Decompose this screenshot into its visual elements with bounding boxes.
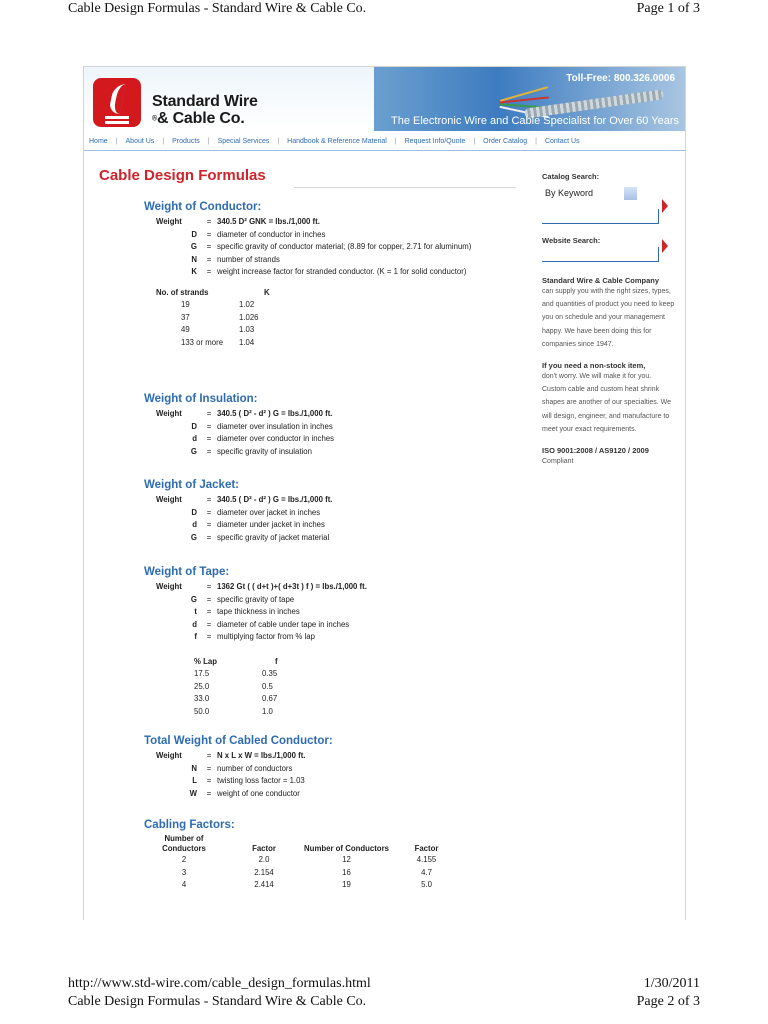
- company-name-line2: & Cable Co.: [156, 110, 245, 127]
- variable-row: t = tape thickness in inches: [194, 607, 300, 616]
- nonstock-heading: If you need a non-stock item,: [542, 361, 646, 371]
- main-navigation: Home | About Us | Products | Special Services | Handbook & Reference Material | Request Info/Quote | Order Catalog | Contact Us: [84, 133, 685, 151]
- website-search-input[interactable]: [542, 247, 659, 262]
- catalog-search-go-icon[interactable]: [662, 199, 668, 213]
- section-cabling-factors: [144, 819, 519, 892]
- variable-row: D = diameter over insulation in inches: [191, 421, 333, 431]
- section-conductor: [144, 201, 519, 349]
- variable-row: d = diameter under jacket in inches: [192, 520, 325, 529]
- banner-tagline: The Electronic Wire and Cable Specialist for Over 60 Years: [391, 115, 679, 127]
- section-heading: Weight of Insulation:: [144, 393, 258, 405]
- nav-order-catalog[interactable]: Order Catalog: [483, 138, 528, 145]
- variable-row: N = number of strands: [191, 254, 280, 264]
- company-heading: Standard Wire & Cable Company: [542, 276, 660, 285]
- banner-photo: [374, 67, 685, 131]
- iso-text: Compliant: [542, 458, 574, 466]
- table-row: 33.0 0.67: [194, 694, 278, 703]
- nav-about-us[interactable]: About Us: [125, 138, 155, 145]
- table-row: 19 1.02: [181, 300, 255, 309]
- company-name: [152, 93, 258, 127]
- cabling-factors-table: Number of Conductors Factor Number of Conductors Factor 2 2.0 12 4.155 3 2.154 16 4.7 4 2.414 19 5.0: [144, 834, 519, 892]
- print-next-header: [68, 994, 700, 1010]
- nav-contact-us[interactable]: Contact Us: [544, 138, 580, 145]
- table-row: 25.0 0.5: [194, 681, 273, 691]
- print-footer-date: 1/30/2011: [643, 976, 700, 991]
- sidebar: [542, 172, 677, 468]
- variable-row: f = multiplying factor from % lap: [194, 632, 315, 641]
- variable-row: L = twisting loss factor = 1.03: [192, 776, 305, 785]
- variable-row: G = specific gravity of jacket material: [190, 532, 330, 542]
- formula-row: Weight = 340.5 ( D² - d² ) G = lbs./1,000 ft.: [156, 409, 333, 418]
- nonstock-blurb: don't worry. We will make it for you. Custom cable and custom heat shrink shapes are another of our specialties. We will design, engineer, and manufacture to meet your exact requirements.: [542, 373, 672, 433]
- table-row: 133 or more 1.04: [181, 337, 255, 347]
- catalog-search-select[interactable]: [542, 185, 630, 200]
- section-heading: Cabling Factors:: [144, 819, 235, 831]
- website-search-go-icon[interactable]: [662, 239, 668, 253]
- variable-row: K = weight increase factor for stranded conductor. (K = 1 for solid conductor): [191, 267, 467, 276]
- section-jacket: [144, 479, 519, 544]
- formula-row: Weight = N x L x W = lbs./1,000 ft.: [156, 751, 306, 760]
- section-tape: [144, 566, 519, 718]
- lap-table: % Lap f 17.5 0.35 25.0 0.5 33.0 0.67 50.0 1.0: [194, 656, 519, 719]
- variable-row: N = number of conductors: [191, 763, 293, 773]
- print-footer-title: Cable Design Formulas - Standard Wire & Cable Co.: [68, 994, 367, 1009]
- table-row: 37 1.026: [181, 312, 259, 322]
- print-footer-page: Page 2 of 3: [636, 994, 700, 1009]
- variable-row: d = diameter of cable under tape in inches: [192, 619, 350, 629]
- print-header-page: Page 1 of 3: [636, 1, 700, 16]
- variable-row: G = specific gravity of conductor material; (8.89 for copper, 2.71 for aluminum): [190, 242, 472, 251]
- web-page-frame: [83, 66, 686, 920]
- toll-free-number: Toll-Free: 800.326.0006: [566, 73, 675, 84]
- formula-row: Weight = 340.5 D² GNK = lbs./1,000 ft.: [156, 217, 320, 226]
- section-cabled-conductor: [144, 735, 519, 800]
- website-search-label: Website Search:: [542, 236, 601, 245]
- variable-row: D = diameter of conductor in inches: [191, 229, 326, 239]
- table-row: 3 2.154 16 4.7: [181, 867, 432, 877]
- nav-special-services[interactable]: Special Services: [217, 138, 270, 145]
- variable-row: D = diameter over jacket in inches: [191, 507, 321, 517]
- catalog-search-selected: By Keyword: [545, 188, 594, 198]
- dropdown-icon[interactable]: [624, 187, 637, 200]
- page-title: Cable Design Formulas: [99, 167, 266, 184]
- nav-handbook[interactable]: Handbook & Reference Material: [287, 138, 387, 145]
- table-row: 49 1.03: [181, 325, 255, 334]
- section-heading: Weight of Jacket:: [144, 479, 239, 491]
- table-row: 2 2.0 12 4.155: [181, 855, 437, 864]
- company-logo-icon: [93, 78, 141, 127]
- catalog-search-label: Catalog Search:: [542, 172, 600, 181]
- section-heading: Weight of Tape:: [144, 566, 230, 578]
- formula-row: Weight = 340.5 ( D² - d² ) G = lbs./1,000 ft.: [156, 495, 333, 504]
- catalog-search-input[interactable]: [542, 209, 659, 224]
- company-blurb: can supply you with the right sizes, types, and quantities of product you need to keep you on schedule and your management happy. We have been doing this for companies since 1947.: [542, 288, 675, 348]
- table-row: 4 2.414 19 5.0: [181, 880, 432, 889]
- strands-table: No. of strands K 19 1.02 37 1.026 49 1.03 133 or more 1.04: [144, 287, 519, 350]
- table-row: 17.5 0.35: [194, 669, 278, 678]
- registered-mark: ®: [152, 115, 157, 123]
- variable-row: G = specific gravity of insulation: [190, 446, 312, 456]
- logo-area[interactable]: [84, 67, 374, 131]
- variable-row: d = diameter over conductor in inches: [192, 434, 335, 443]
- print-header-title: Cable Design Formulas - Standard Wire & Cable Co.: [68, 1, 367, 16]
- nav-request-info[interactable]: Request Info/Quote: [404, 138, 466, 145]
- section-insulation: [144, 393, 519, 458]
- company-name-line1: Standard Wire: [152, 93, 258, 110]
- print-footer: [68, 976, 700, 992]
- nav-products[interactable]: Products: [172, 138, 200, 145]
- table-row: 50.0 1.0: [194, 706, 273, 716]
- nav-home[interactable]: Home: [89, 138, 108, 145]
- title-divider: [294, 187, 516, 188]
- section-heading: Total Weight of Cabled Conductor:: [144, 735, 333, 747]
- print-header: [68, 1, 700, 17]
- section-heading: Weight of Conductor:: [144, 201, 262, 213]
- iso-heading: ISO 9001:2008 / AS9120 / 2009: [542, 446, 649, 456]
- variable-row: G = specific gravity of tape: [190, 594, 295, 604]
- site-banner: [84, 67, 685, 131]
- print-footer-url: http://www.std-wire.com/cable_design_formulas.html: [68, 976, 371, 991]
- main-content: [99, 167, 519, 889]
- formula-row: Weight = 1362 Gt ( ( d+t )+( d+3t ) f ) = lbs./1,000 ft.: [156, 582, 367, 591]
- variable-row: W = weight of one conductor: [189, 788, 300, 798]
